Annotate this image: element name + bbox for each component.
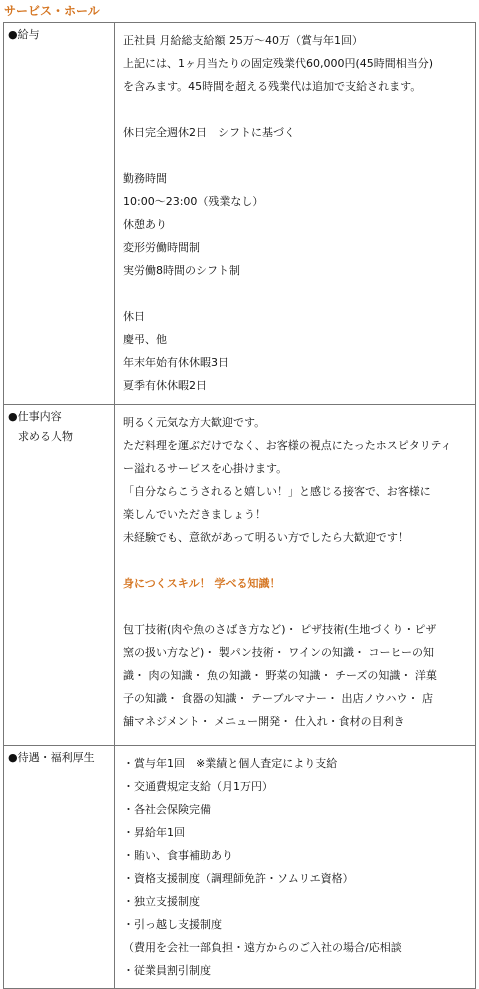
text-line: 夏季有休休暇2日: [123, 379, 207, 392]
blank-line: [123, 595, 467, 618]
text-line: 休日: [123, 310, 145, 323]
text-line: 明るく元気な方大歓迎です。: [123, 416, 266, 429]
list-item: ・交通費規定支給（月1万円）: [123, 780, 273, 793]
blank-line: [123, 549, 467, 572]
text-line: 窯の扱い方など)・ 製パン技術・ ワインの知識・ コーヒーの知: [123, 646, 435, 659]
section-title: サービス・ホール: [4, 4, 100, 18]
text-line: ー溢れるサービスを心掛けます。: [123, 462, 288, 475]
text-line: 慶弔、他: [123, 333, 167, 346]
text-line: 勤務時間: [123, 172, 167, 185]
text-line: 未経験でも、意欲があって明るい方でしたら大歓迎です！: [123, 531, 409, 544]
text-line: 楽しんでいただきましょう！: [123, 508, 266, 521]
blank-line: [123, 282, 467, 305]
job-description-content: [115, 405, 476, 746]
list-item: ・賞与年1回 ※業績と個人査定により支給: [123, 757, 338, 770]
skills-heading: 身につくスキル！ 学べる知識！: [123, 577, 281, 590]
text-line: ただ料理を運ぶだけでなく、お客様の視点にたったホスピタリティ: [123, 439, 452, 452]
salary-row: [4, 23, 476, 405]
text-line: 10:00～23:00（残業なし）: [123, 195, 264, 208]
text-line: 実労働8時間のシフト制: [123, 264, 240, 277]
text-line: を含みます。45時間を超える残業代は追加で支給されます。: [123, 80, 422, 93]
text-line: 識・ 肉の知識・ 魚の知識・ 野菜の知識・ チーズの知識・ 洋菓: [123, 669, 437, 682]
text-line: 休憩あり: [123, 218, 167, 231]
job-description-label: ●仕事内容 求める人物: [4, 405, 115, 746]
text-line: 変形労働時間制: [123, 241, 200, 254]
benefits-label: ●待遇・福利厚生: [4, 746, 115, 989]
blank-line: [123, 144, 467, 167]
list-item: ・資格支援制度（調理師免許・ソムリエ資格）: [123, 872, 354, 885]
benefits-row: [4, 746, 476, 989]
job-description-row: [4, 405, 476, 746]
text-line: 年末年始有休休暇3日: [123, 356, 229, 369]
blank-line: [123, 98, 467, 121]
text-line: 休日完全週休2日 シフトに基づく: [123, 126, 295, 139]
salary-label: ●給与: [4, 23, 115, 405]
list-item: （費用を会社一部負担・遠方からのご入社の場合/応相談: [123, 941, 402, 954]
list-item: ・従業員割引制度: [123, 964, 211, 977]
list-item: ・昇給年1回: [123, 826, 185, 839]
job-details-table: [3, 22, 476, 989]
text-line: 舗マネジメント・ メニュー開発・ 仕入れ・食材の目利き: [123, 715, 405, 728]
text-line: 包丁技術(肉や魚のさばき方など)・ ピザ技術(生地づくり・ピザ: [123, 623, 437, 636]
list-item: ・各社会保険完備: [123, 803, 211, 816]
text-line: 子の知識・ 食器の知識・ テーブルマナー・ 出店ノウハウ・ 店: [123, 692, 433, 705]
salary-content: [115, 23, 476, 405]
text-line: 正社員 月給総支給額 25万～40万（賞与年1回）: [123, 34, 363, 47]
text-line: 「自分ならこうされると嬉しい！」と感じる接客で、お客様に: [123, 485, 431, 498]
list-item: ・賄い、食事補助あり: [123, 849, 233, 862]
benefits-content: [115, 746, 476, 989]
text-line: 上記には、1ヶ月当たりの固定残業代60,000円(45時間相当分): [123, 57, 434, 70]
list-item: ・引っ越し支援制度: [123, 918, 222, 931]
list-item: ・独立支援制度: [123, 895, 200, 908]
